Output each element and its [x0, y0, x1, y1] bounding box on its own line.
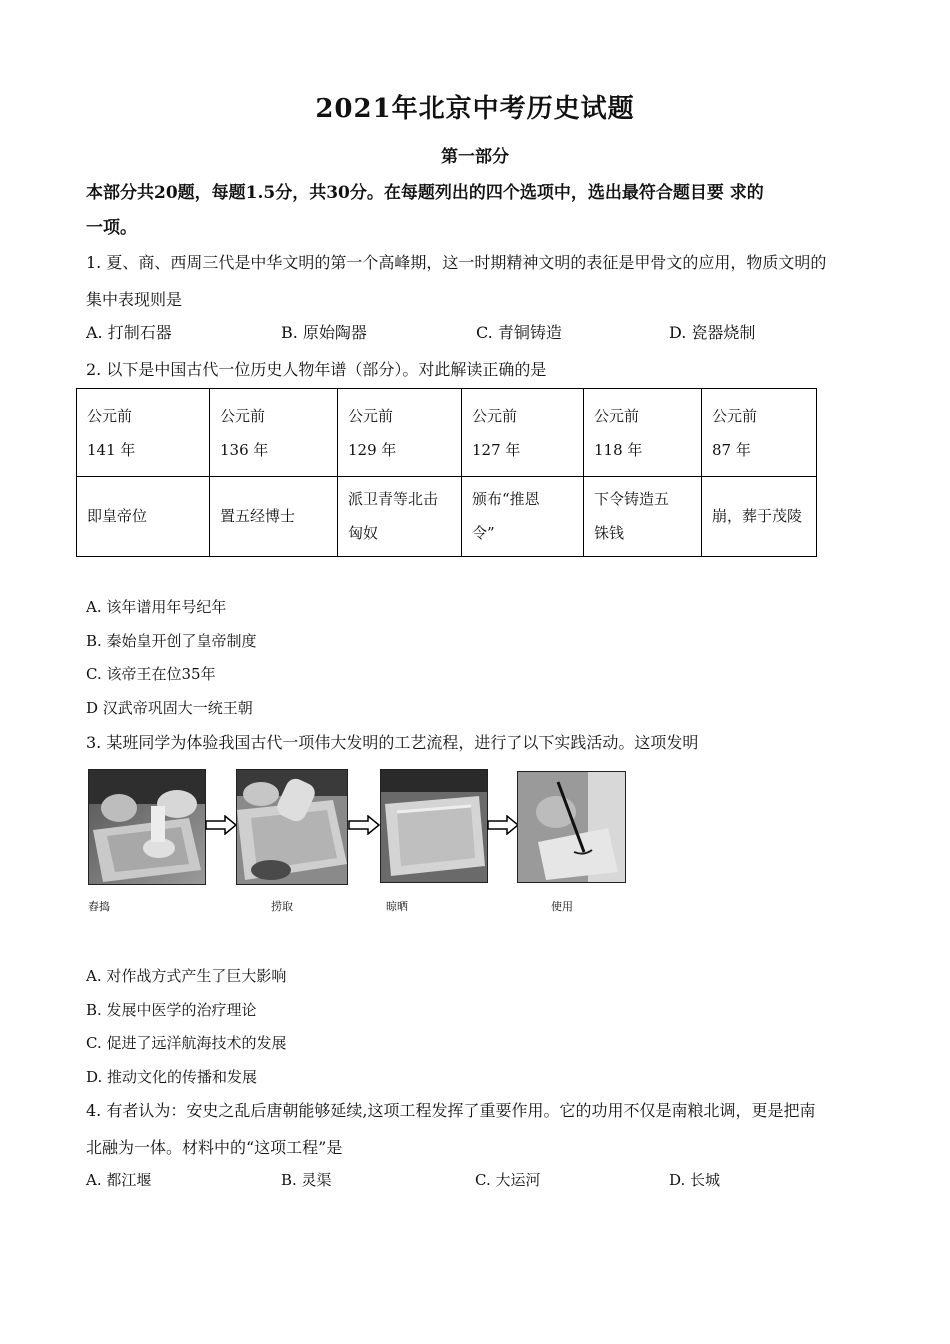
- q3-option-c[interactable]: C. 促进了远洋航海技术的发展: [86, 1034, 287, 1052]
- photo-using: [517, 771, 626, 883]
- arrow-right-icon: [205, 815, 237, 835]
- table-year-cell: 公元前 87 年: [702, 389, 817, 477]
- q1-option-d[interactable]: D. 瓷器烧制: [669, 323, 756, 342]
- table-event-cell: 颁布“推恩 令”: [462, 476, 584, 556]
- q2-option-c[interactable]: C. 该帝王在位35年: [86, 665, 216, 683]
- q1-stem-line-1: 1. 夏、商、西周三代是中华文明的第一个高峰期，这一时期精神文明的表征是甲骨文的应用，物质文明的: [86, 253, 827, 272]
- q4-option-a[interactable]: A. 都江堰: [86, 1171, 152, 1189]
- table-event-cell: 派卫青等北击 匈奴: [338, 476, 462, 556]
- caption-using: 使用: [551, 900, 573, 913]
- q4-option-c[interactable]: C. 大运河: [475, 1171, 541, 1189]
- caption-pounding: 舂捣: [88, 900, 110, 913]
- table-event-cell: 置五经博士: [210, 476, 338, 556]
- table-event-cell: 崩，葬于茂陵: [702, 476, 817, 556]
- photo-pounding: [88, 769, 206, 885]
- q3-stem: 3. 某班同学为体验我国古代一项伟大发明的工艺流程，进行了以下实践活动。这项发明: [86, 733, 699, 752]
- q4-stem-line-1: 4. 有者认为：安史之乱后唐朝能够延续,这项工程发挥了重要作用。它的功用不仅是南粮北调，更是把南: [86, 1101, 816, 1120]
- chronology-table: [76, 388, 817, 557]
- instructions-line-2: 一项。: [86, 218, 137, 238]
- table-year-cell: 公元前 118 年: [584, 389, 702, 477]
- photo-drying: [380, 769, 488, 883]
- caption-scooping: 捞取: [271, 900, 293, 913]
- table-year-cell: 公元前 127 年: [462, 389, 584, 477]
- q2-option-a[interactable]: A. 该年谱用年号纪年: [86, 598, 227, 616]
- arrow-right-icon: [348, 815, 380, 835]
- q3-option-a[interactable]: A. 对作战方式产生了巨大影响: [86, 967, 287, 985]
- table-year-cell: 公元前 141 年: [77, 389, 210, 477]
- page-title: 2021年北京中考历史试题: [315, 94, 635, 124]
- q4-stem-line-2: 北融为一体。材料中的“这项工程”是: [86, 1138, 343, 1157]
- q1-option-c[interactable]: C. 青铜铸造: [476, 323, 562, 342]
- section-heading: 第一部分: [441, 147, 509, 167]
- q2-option-b[interactable]: B. 秦始皇开创了皇帝制度: [86, 632, 257, 650]
- instructions-line-1: 本部分共20题，每题1.5分，共30分。在每题列出的四个选项中，选出最符合题目要 求的: [86, 183, 764, 203]
- q3-option-b[interactable]: B. 发展中医学的治疗理论: [86, 1001, 257, 1019]
- q1-option-a[interactable]: A. 打制石器: [86, 323, 172, 342]
- q2-option-d[interactable]: D 汉武帝巩固大一统王朝: [86, 699, 253, 717]
- table-year-cell: 公元前 136 年: [210, 389, 338, 477]
- q1-stem-line-2: 集中表现则是: [86, 290, 183, 309]
- q4-option-d[interactable]: D. 长城: [669, 1171, 721, 1189]
- q3-option-d[interactable]: D. 推动文化的传播和发展: [86, 1068, 258, 1086]
- table-event-cell: 下令铸造五 铢钱: [584, 476, 702, 556]
- caption-drying: 晾晒: [386, 900, 408, 913]
- table-year-cell: 公元前 129 年: [338, 389, 462, 477]
- table-event-cell: 即皇帝位: [77, 476, 210, 556]
- arrow-right-icon: [487, 815, 519, 835]
- photo-scooping: [236, 769, 348, 885]
- q2-stem: 2. 以下是中国古代一位历史人物年谱（部分）。对此解读正确的是: [86, 360, 547, 379]
- q1-option-b[interactable]: B. 原始陶器: [281, 323, 367, 342]
- q4-option-b[interactable]: B. 灵渠: [281, 1171, 332, 1189]
